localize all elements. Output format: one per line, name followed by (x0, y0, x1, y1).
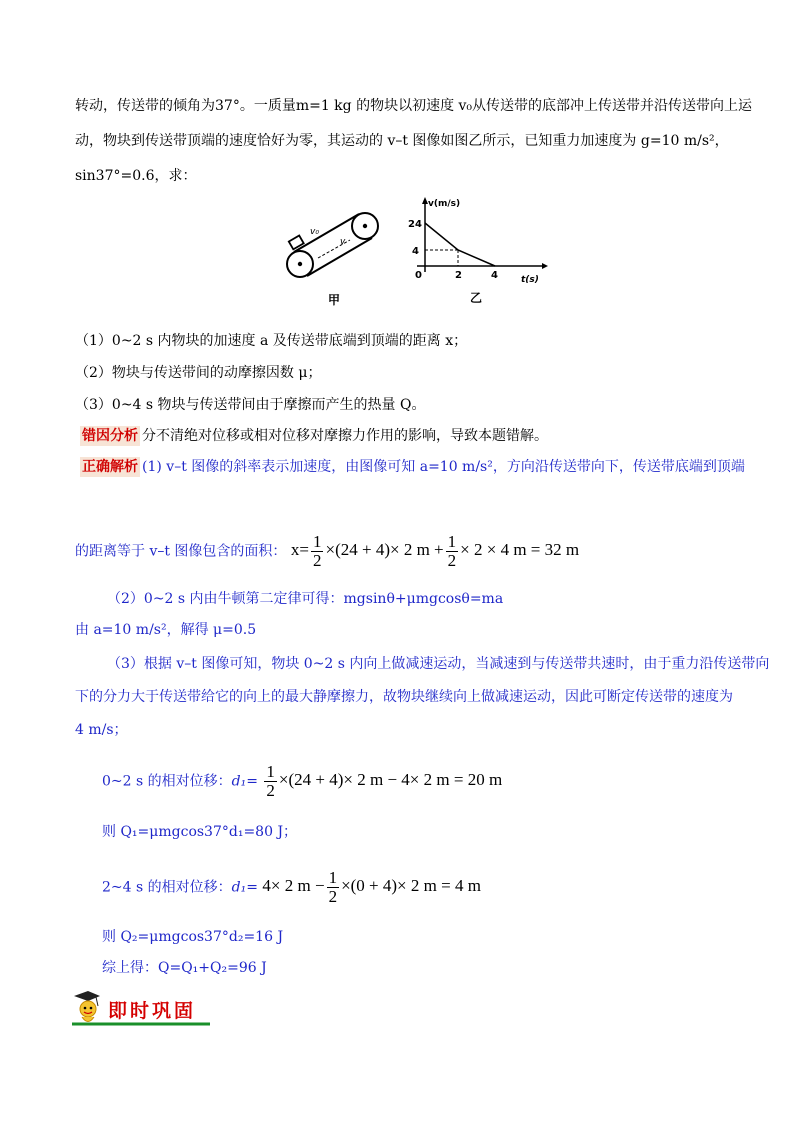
solution-p1-line2-prefix: 的距离等于 v–t 图像包含的面积： (75, 543, 287, 560)
y-tick-24: 24 (408, 219, 422, 230)
formula-x-prefix: x= (290, 540, 309, 560)
right-caption: 乙 (470, 291, 483, 305)
solution-p2-line1: （2）0~2 s 内由牛顿第二定律可得：mgsinθ+μmgcosθ=ma (107, 591, 504, 607)
figure (280, 192, 550, 312)
solution-p3-line3: 4 m/s； (75, 722, 128, 738)
fraction-half: $\frac{1}{2}$ (312, 532, 322, 570)
formula-d2-a: 4× 2 m − (262, 876, 325, 896)
formula-d1 (262, 762, 503, 800)
problem-line-2: 动，物块到传送带顶端的速度恰好为零，其运动的 v–t 图像如图乙所示，已知重力加速度为 g=10 m/s²， (75, 133, 729, 149)
question-2: （2）物块与传送带间的动摩擦因数 μ； (75, 365, 322, 381)
solution-line-1 (80, 457, 745, 477)
fraction-half: $\frac{1}{2}$ (266, 762, 275, 800)
problem-line-3: sin37°=0.6，求： (75, 168, 197, 184)
solution-p1-line1: (1) v–t 图像的斜率表示加速度，由图像可知 a=10 m/s²，方向沿传送带向下，传送带底端到顶端 (142, 459, 745, 475)
v-label: v (340, 237, 346, 247)
solution-q1: 则 Q₁=μmgcos37°d₁=80 J； (102, 824, 298, 840)
solution-p1-line2 (75, 533, 579, 570)
d1-var: d₁= (231, 773, 258, 790)
solution-p2-line2: 由 a=10 m/s²，解得 μ=0.5 (75, 622, 257, 638)
solution-tag: 正确解析 (82, 459, 138, 475)
y-tick-4: 4 (412, 246, 419, 257)
solution-p3-line1: （3）根据 v–t 图像可知，物块 0~2 s 内向上做减速运动，当减速到与传送带共速时，由于重力沿传送带向 (107, 656, 770, 672)
consolidate-logo-text: 即时巩固 (108, 1000, 197, 1022)
solution-p3-line2: 下的分力大于传送带给它的向上的最大静摩擦力，故物块继续向上做减速运动，因此可断定传送带的速度为 (75, 689, 733, 705)
solution-d2 (102, 869, 481, 906)
solution-q2: 则 Q₂=μmgcos37°d₂=16 J (102, 929, 284, 945)
x-axis-label: t(s) (521, 275, 539, 285)
error-analysis-text: 分不清绝对位移或相对位移对摩擦力作用的影响，导致本题错解。 (142, 428, 548, 444)
solution-total: 综上得：Q=Q₁+Q₂=96 J (102, 960, 267, 976)
question-1: （1）0~2 s 内物块的加速度 a 及传送带底端到顶端的距离 x； (75, 333, 468, 349)
error-analysis (80, 426, 548, 446)
error-analysis-tag: 错因分析 (82, 428, 138, 444)
question-3: （3）0~4 s 物块与传送带间由于摩擦而产生的热量 Q。 (75, 397, 426, 413)
d2-var: d₁= (231, 879, 258, 896)
x-tick-4: 4 (491, 270, 498, 281)
v0-label: v₀ (310, 227, 319, 237)
y-axis-label: v(m/s) (428, 199, 461, 209)
consolidate-logo (70, 990, 215, 1030)
formula-x (290, 532, 580, 570)
x-tick-2: 2 (455, 270, 462, 281)
fraction-half: $\frac{1}{2}$ (447, 532, 457, 570)
fraction-half: $\frac{1}{2}$ (328, 868, 338, 906)
solution-d1 (102, 763, 502, 800)
d2-prefix: 2~4 s 的相对位移： (102, 879, 232, 896)
x-tick-0: 0 (415, 270, 422, 281)
formula-x-end: × 2 × 4 m = 32 m (460, 540, 580, 560)
formula-d2-b: ×(0 + 4)× 2 m = 4 m (341, 876, 481, 896)
formula-x-mid: ×(24 + 4)× 2 m + (325, 540, 444, 560)
conveyor-diagram (287, 213, 378, 307)
d1-prefix: 0~2 s 的相对位移： (102, 773, 232, 790)
problem-line-1: 转动，传送带的倾角为37°。一质量m=1 kg 的物块以初速度 v₀从传送带的底部冲上传送带并沿传送带向上运 (75, 98, 753, 114)
vt-graph (408, 197, 548, 305)
formula-d1-body: ×(24 + 4)× 2 m − 4× 2 m = 20 m (278, 770, 503, 790)
left-caption: 甲 (328, 293, 341, 307)
formula-d2 (262, 868, 481, 906)
